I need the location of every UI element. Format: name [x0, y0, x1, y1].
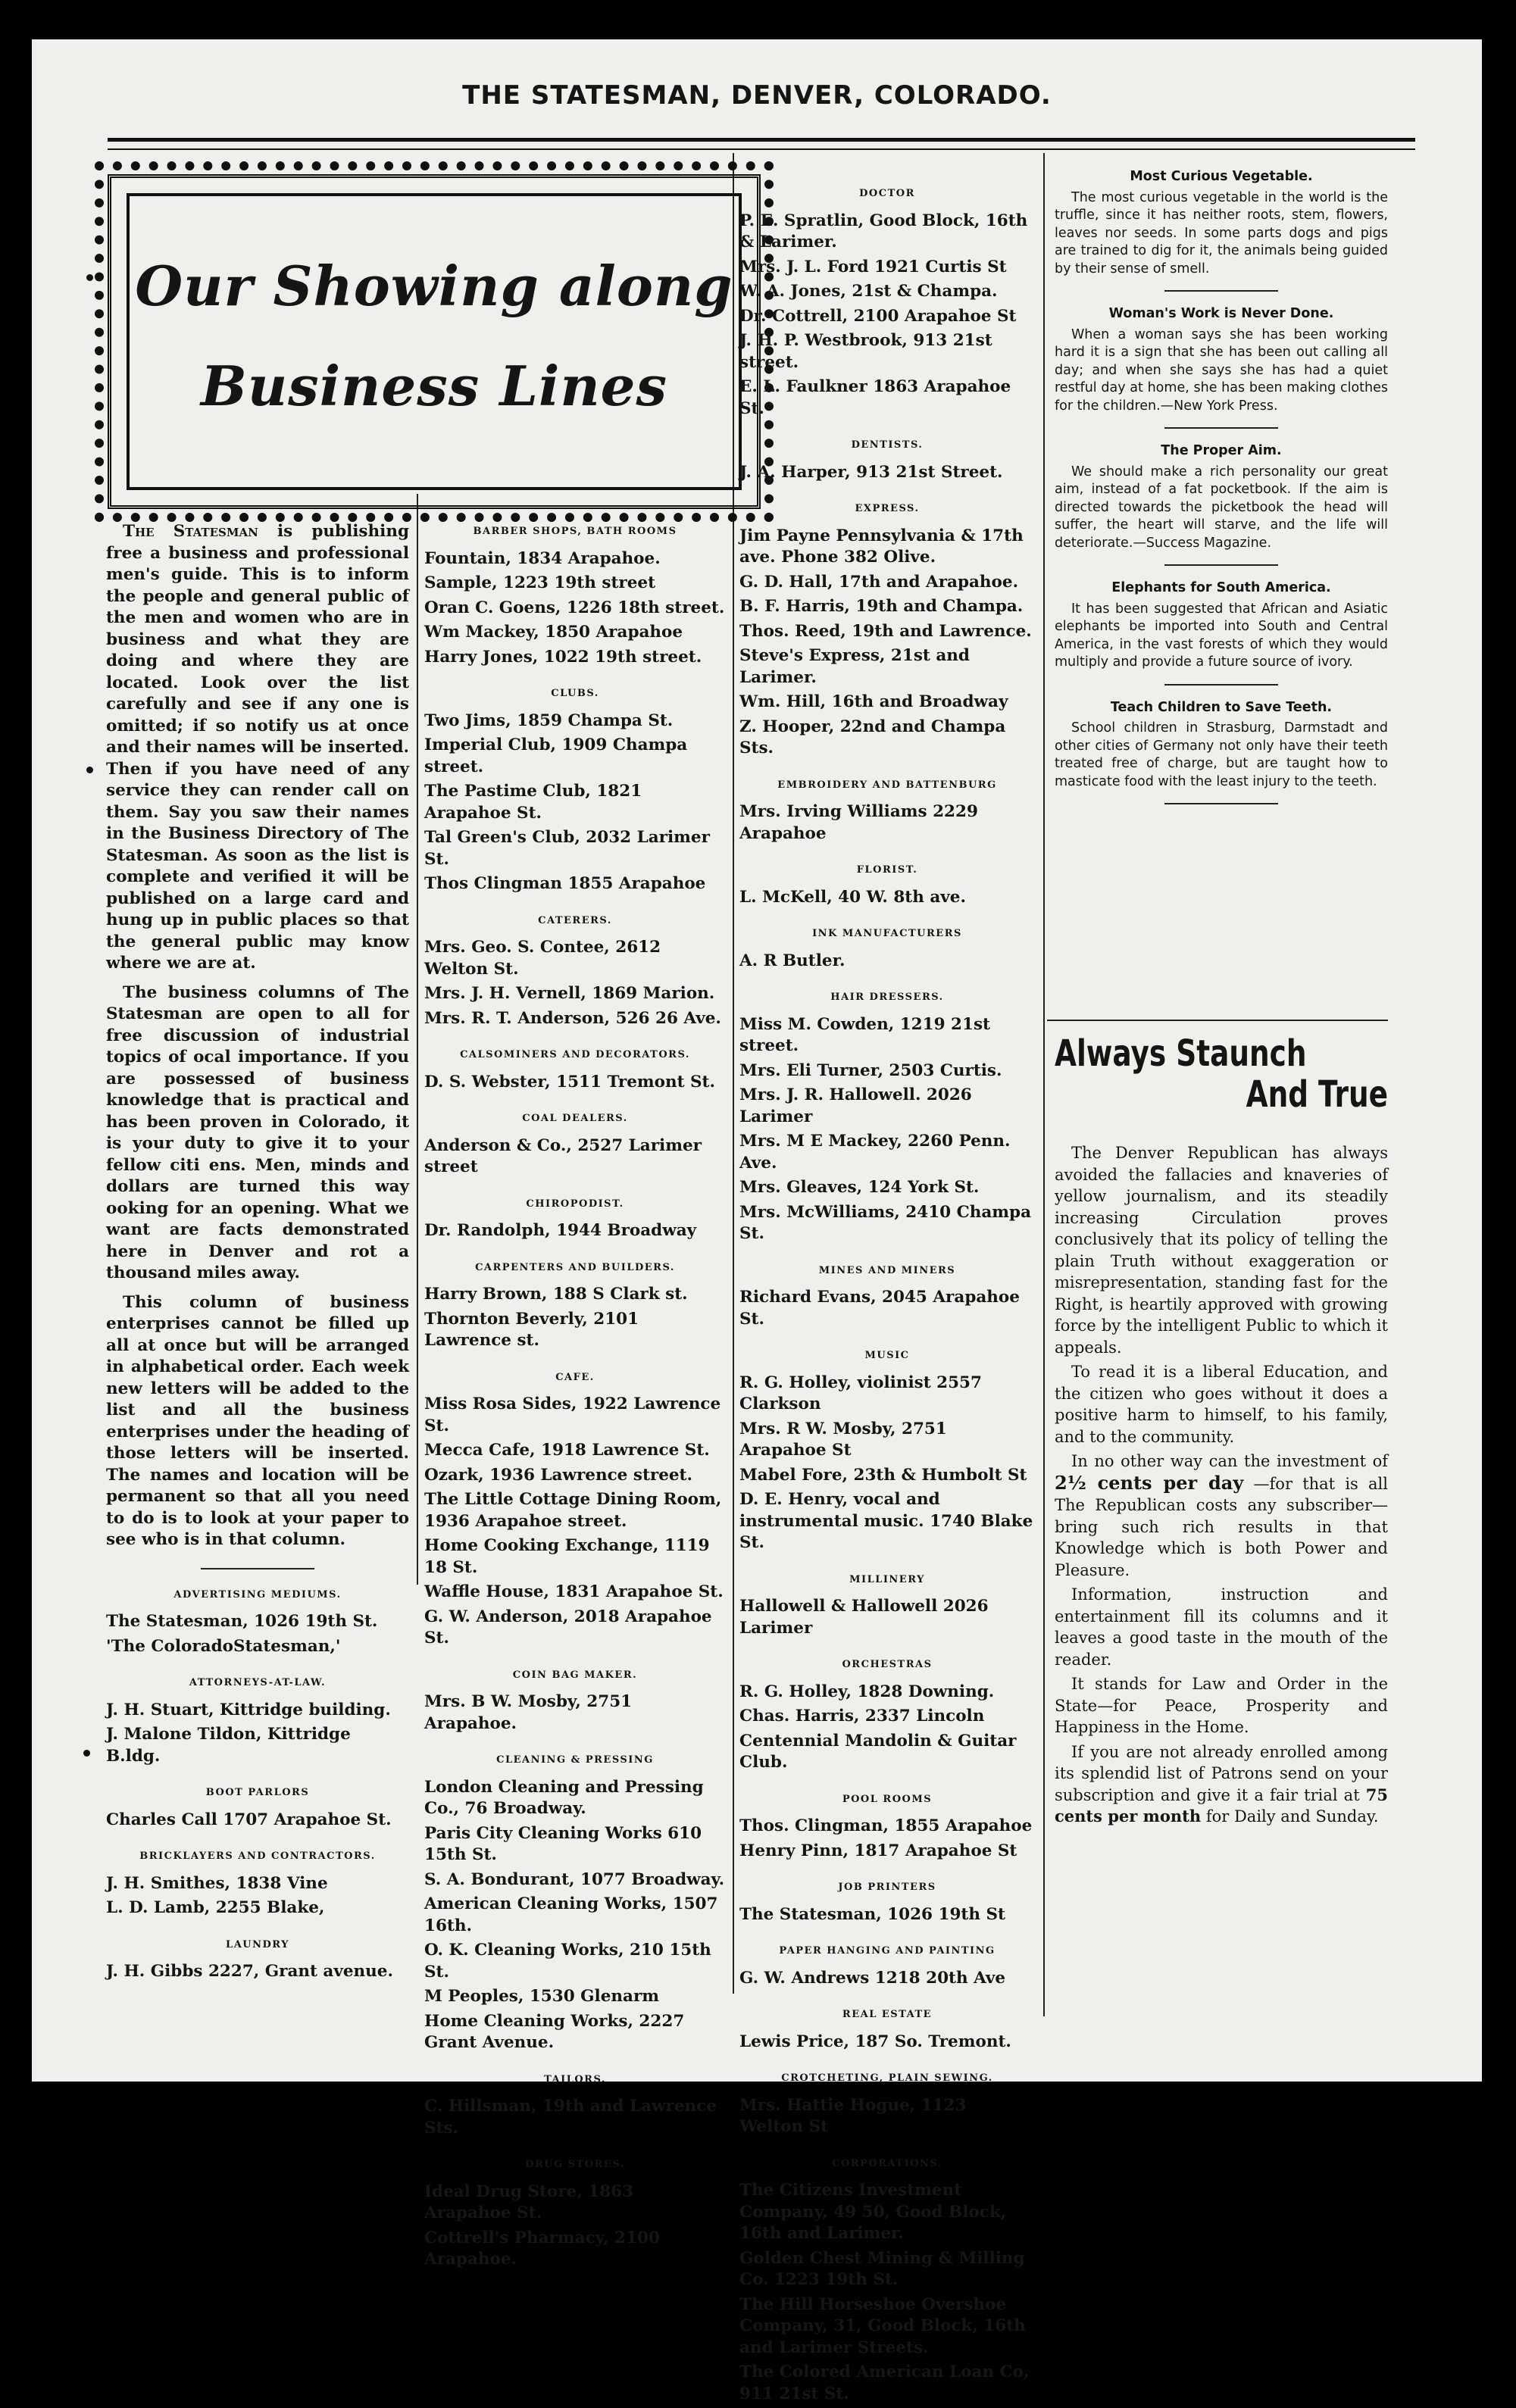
note-body: We should make a rich personality our great aim, instead of a fat pocketbook. If the aim is directed towards the picketbook the head will suffer, the heart will starve, and the life will deteriorate.—Success Magazine. — [1055, 464, 1388, 551]
masthead-rule-thin — [108, 148, 1415, 150]
ad-headline-1: Always Staunch — [1055, 1032, 1307, 1075]
banner-line-1: Our Showing along — [135, 254, 733, 318]
note-separator — [1164, 427, 1278, 429]
directory-entry: Charles Call 1707 Arapahoe St. — [106, 1810, 392, 1829]
directory-entry: Oran C. Goens, 1226 18th street. — [424, 598, 725, 617]
directory-heading: ADVERTISING MEDIUMS. — [173, 1588, 342, 1601]
directory-heading: MILLINERY — [849, 1573, 925, 1585]
directory-entry: Tal Green's Club, 2032 Larimer St. — [424, 828, 710, 869]
intro-paragraph-3: This column of business enterprises cannot be filled up all at once but will be arranged in alphabetical order. Each week new letters will be added to the list and all the business enterprises under the heading of those letters will be inserted. The names and location will be permanent so that all you need to do is to look at your paper to see who is in that column. — [106, 1292, 409, 1549]
note-body: It has been suggested that African and Asiatic elephants be imported into South and Central America, in the vast forests of which they would multiply and provide a future source of ivory. — [1055, 601, 1388, 670]
note-title: Elephants for South America. — [1111, 580, 1331, 595]
directory-entry: E. L. Faulkner 1863 Arapahoe St. — [739, 377, 1011, 418]
directory-entry: Chas. Harris, 2337 Lincoln — [739, 1707, 985, 1726]
directory-heading: JOB PRINTERS — [838, 1882, 936, 1893]
note-body: The most curious vegetable in the world is the truffle, since it has neither roots, stem, flowers, leaves nor seeds. In some parts dogs and pigs are trained to dig for it, the animals being guided by their sense of smell. — [1055, 189, 1388, 276]
directory-entry: Thos. Reed, 19th and Lawrence. — [739, 621, 1032, 641]
directory-entry: The Hill Horseshoe Overshoe Company, 31, Good Block, 16th and Larimer Streets. — [739, 2294, 1026, 2357]
intro-paragraph-2: The business columns of The Statesman are open to all for free discussion of industrial topics of ocal importance. If you are possessed of business knowledge that is practical and has been proven in Colorado, it is your duty to give it to your fellow citi ens. Men, minds and dollars are turned this way ooking for an opening. What we want are facts demonstrated here in Denver and rot a thousand miles away. — [106, 982, 409, 1282]
directory-heading: CAFE. — [555, 1371, 595, 1383]
ad-text: If you are not already enrolled among its splendid list of Patrons send on your subscription and give it a fair trial at — [1055, 1742, 1388, 1804]
directory-entry: Imperial Club, 1909 Champa street. — [424, 736, 688, 776]
directory-heading: BARBER SHOPS, BATH ROOMS — [473, 526, 677, 537]
directory-heading: MUSIC — [864, 1350, 910, 1361]
directory-entry: G. W. Andrews 1218 20th Ave — [739, 1968, 1006, 1988]
directory-heading: CROTCHETING, PLAIN SEWING. — [781, 2072, 993, 2084]
margin-dot — [86, 767, 93, 773]
directory-entry: Waffle House, 1831 Arapahoe St. — [424, 1582, 724, 1601]
directory-entry: Lewis Price, 187 So. Tremont. — [739, 2032, 1011, 2051]
directory-heading: CATERERS. — [538, 914, 612, 926]
directory-entry: J. H. Smithes, 1838 Vine — [106, 1873, 328, 1893]
directory-heading: COAL DEALERS. — [522, 1113, 628, 1124]
directory-heading: MINES AND MINERS — [818, 1264, 956, 1276]
directory-entry: Mrs. Hattie Hogue, 1123 Welton St — [739, 2095, 967, 2136]
directory-entry: Mrs. Irving Williams 2229 Arapahoe — [739, 802, 978, 843]
directory-entry: C. Hillsman, 19th and Lawrence Sts. — [424, 2097, 717, 2138]
directory-heading: ATTORNEYS-AT-LAW. — [189, 1677, 327, 1688]
directory-heading: TAILORS. — [544, 2073, 606, 2085]
directory-heading: FLORIST. — [856, 864, 918, 876]
directory-entry: Richard Evans, 2045 Arapahoe St. — [739, 1288, 1020, 1329]
ad-top-rule — [1047, 1020, 1388, 1021]
directory-entry: Mrs. J. L. Ford 1921 Curtis St — [739, 257, 1007, 276]
intro-paragraph-1 — [106, 521, 409, 975]
directory-entry: Mecca Cafe, 1918 Lawrence St. — [424, 1441, 710, 1460]
directory-entry: Wm Mackey, 1850 Arapahoe — [424, 623, 683, 642]
banner-line-2: Business Lines — [200, 354, 668, 418]
masthead-rule-thick — [108, 138, 1415, 142]
ad-paragraph-6 — [1055, 1741, 1388, 1828]
intro-column — [106, 521, 409, 1986]
directory-entry: Wm. Hill, 16th and Broadway — [739, 692, 1008, 711]
directory-entry: 'The ColoradoStatesman,' — [106, 1636, 341, 1656]
note-separator — [1164, 803, 1278, 804]
directory-entry: The Citizens Investment Company, 49 50, Good Block, 16th and Larimer. — [739, 2181, 1007, 2243]
directory-entry: Ideal Drug Store, 1863 Arapahoe St. — [424, 2182, 634, 2222]
headline-banner — [108, 174, 761, 509]
directory-heading: INK MANUFACTURERS — [812, 928, 962, 939]
directory-entry: M Peoples, 1530 Glenarm — [424, 1987, 660, 2006]
directory-entry: L. D. Lamb, 2255 Blake, — [106, 1898, 325, 1917]
directory-heading: DRUG STORES. — [525, 2159, 625, 2170]
directory-entry: O. K. Cleaning Works, 210 15th St. — [424, 1941, 711, 1982]
ad-headline-2: And True — [1246, 1073, 1388, 1116]
note-separator — [1164, 290, 1278, 292]
ad-text: for Daily and Sunday. — [1205, 1807, 1379, 1826]
column-rule-3 — [1043, 153, 1045, 2016]
price-per-day: 2½ cents per day — [1055, 1471, 1244, 1494]
directory-entry: Ozark, 1936 Lawrence street. — [424, 1465, 692, 1485]
ad-paragraph-4: Information, instruction and entertainment fill its columns and it leaves a good taste in the mouth of the reader. — [1055, 1585, 1388, 1669]
note-title: The Proper Aim. — [1161, 443, 1282, 458]
directory-entry: B. F. Harris, 19th and Champa. — [739, 597, 1024, 616]
directory-entry: Mrs. R W. Mosby, 2751 Arapahoe St — [739, 1419, 947, 1460]
directory-entry: Mrs. McWilliams, 2410 Champa St. — [739, 1202, 1031, 1243]
masthead: THE STATESMAN, DENVER, COLORADO. — [462, 80, 1052, 111]
directory-heading: PAPER HANGING AND PAINTING — [779, 1945, 996, 1957]
directory-entry: S. A. Bondurant, 1077 Broadway. — [424, 1869, 725, 1889]
directory-heading: EMBROIDERY AND BATTENBURG — [777, 779, 997, 791]
directory-heading: REAL ESTATE — [842, 2009, 933, 2020]
directory-entry: J. H. Gibbs 2227, Grant avenue. — [106, 1962, 393, 1981]
directory-entry: J. Malone Tildon, Kittridge B.ldg. — [106, 1725, 351, 1766]
directory-entry: Steve's Express, 21st and Larimer. — [739, 646, 970, 687]
directory-entry: The Colored American Loan Co, 911 21st St. — [739, 2363, 1030, 2403]
directory-heading: EXPRESS. — [855, 503, 920, 514]
directory-entry: The Statesman, 1026 19th St. — [106, 1612, 378, 1631]
directory-entry: Mrs. J. H. Vernell, 1869 Marion. — [424, 984, 715, 1003]
directory-heading: CARPENTERS AND BUILDERS. — [475, 1261, 675, 1273]
intro-text-1: is publishing free a business and professional men's guide. This is to inform the people and general public of the men and women who are in business and what they are doing and where they are located. Look over the list carefully and see if any one is omitted; if so notify us at once and their names will be inserted. Then if you have need of any service they can render call on them. Say you saw their names in the Business Directory of The Statesman. As soon as the list is complete and verified it will be published on a large card and hung up in public places so that the general public may know where we are at. — [106, 522, 409, 973]
directory-entry: Dr. Randolph, 1944 Broadway — [424, 1221, 697, 1240]
republican-advertisement — [1055, 1033, 1388, 1831]
directory-entry: Fountain, 1834 Arapahoe. — [424, 548, 661, 568]
banner-inner-frame — [127, 193, 742, 490]
directory-entry: Mrs. M E Mackey, 2260 Penn. Ave. — [739, 1132, 1011, 1173]
directory-heading: HAIR DRESSERS. — [830, 992, 944, 1003]
directory-list-3 — [739, 183, 1035, 2408]
note-body: School children in Strasburg, Darmstadt and other cities of Germany not only have their teeth treated free of charge, but are taught how to masticate food with the least injury to the teeth. — [1055, 720, 1388, 789]
directory-entry: Thos Clingman 1855 Arapahoe — [424, 874, 706, 893]
directory-entry: A. R Butler. — [739, 951, 846, 970]
ad-paragraph-3 — [1055, 1451, 1388, 1581]
directory-heading: BOOT PARLORS — [205, 1787, 310, 1798]
note-title: Most Curious Vegetable. — [1130, 169, 1313, 184]
note-separator — [1164, 684, 1278, 686]
directory-entry: Harry Jones, 1022 19th street. — [424, 647, 702, 667]
directory-entry: The Little Cottage Dining Room, 1936 Arapahoe street. — [424, 1490, 722, 1531]
margin-dot — [83, 1750, 90, 1757]
directory-entry: The Pastime Club, 1821 Arapahoe St. — [424, 782, 642, 823]
directory-entry: Mrs. R. T. Anderson, 526 26 Ave. — [424, 1008, 721, 1028]
directory-heading: DENTISTS. — [851, 439, 924, 451]
directory-entry: Home Cleaning Works, 2227 Grant Avenue. — [424, 2011, 685, 2052]
directory-entry: Hallowell & Hallowell 2026 Larimer — [739, 1597, 989, 1638]
directory-entry: L. McKell, 40 W. 8th ave. — [739, 887, 966, 907]
directory-entry: Thos. Clingman, 1855 Arapahoe — [739, 1816, 1033, 1835]
directory-entry: Harry Brown, 188 S Clark st. — [424, 1285, 688, 1304]
directory-entry: G. W. Anderson, 2018 Arapahoe St. — [424, 1607, 712, 1647]
directory-entry: D. E. Henry, vocal and instrumental music. 1740 Blake St. — [739, 1490, 1033, 1552]
ad-paragraph-2: To read it is a liberal Education, and the citizen who goes without it does a positive harm to himself, to his family, and to the community. — [1055, 1363, 1388, 1446]
ad-paragraph-1: The Denver Republican has always avoided the fallacies and knaveries of yellow journalism, and its steadily increasing Circulation proves conclusively that its policy of telling the plain Truth without exaggeration or misrepresentation, standing fast for the Right, is heartily approved with growing force by the intelligent Public to which it appeals. — [1055, 1144, 1388, 1357]
ad-body — [1055, 1142, 1388, 1828]
directory-entry: Jim Payne Pennsylvania & 17th ave. Phone 382 Olive. — [739, 526, 1024, 567]
column-rule-1 — [417, 494, 418, 1585]
directory-entry: Sample, 1223 19th street — [424, 573, 655, 592]
directory-entry: Anderson & Co., 2527 Larimer street — [424, 1135, 702, 1176]
newspaper-page — [32, 39, 1482, 2403]
directory-heading: CALSOMINERS AND DECORATORS. — [460, 1049, 690, 1060]
directory-entry: J. H. Stuart, Kittridge building. — [106, 1700, 391, 1719]
directory-heading: ORCHESTRAS — [842, 1659, 933, 1670]
section-separator — [201, 1568, 314, 1569]
directory-heading: LAUNDRY — [226, 1938, 289, 1950]
directory-entry: American Cleaning Works, 1507 16th. — [424, 1894, 718, 1935]
directory-heading: POOL ROOMS — [842, 1793, 933, 1805]
directory-entry: P. E. Spratlin, Good Block, 16th & Larimer. — [739, 211, 1028, 251]
note-title: Teach Children to Save Teeth. — [1110, 699, 1333, 715]
directory-entry: Mrs. Gleaves, 124 York St. — [739, 1178, 980, 1197]
directory-heading: CHIROPODIST. — [526, 1198, 624, 1210]
statesman-lead: The Statesman — [123, 522, 258, 541]
directory-heading: DOCTOR — [859, 188, 915, 199]
directory-entry: Mrs. Eli Turner, 2503 Curtis. — [739, 1060, 1002, 1080]
note-title: Woman's Work is Never Done. — [1108, 306, 1334, 321]
directory-entry: Cottrell's Pharmacy, 2100 Arapahoe. — [424, 2228, 660, 2269]
note-separator — [1164, 564, 1278, 566]
directory-entry: Mrs. Geo. S. Contee, 2612 Welton St. — [424, 938, 661, 979]
note-body: When a woman says she has been working hard it is a sign that she has been out calling all day; and when she says she has had a quiet restful day at home, she has been making clothes for the children.—New York Press. — [1055, 326, 1388, 414]
directory-entry: Golden Chest Mining & Milling Co. 1223 19th St. — [739, 2248, 1025, 2289]
directory-entry: Mrs. J. R. Hallowell. 2026 Larimer — [739, 1085, 972, 1126]
directory-heading: CORPORATIONS. — [832, 2157, 942, 2169]
directory-entry: Mrs. B W. Mosby, 2751 Arapahoe. — [424, 1692, 633, 1733]
ad-text: —for that is all The Republican costs any subscriber—bring such rich results in that Knowledge which is both Power and Pleasure. — [1055, 1474, 1388, 1579]
directory-entry: Home Cooking Exchange, 1119 18 St. — [424, 1536, 710, 1577]
directory-heading: BRICKLAYERS AND CONTRACTORS. — [139, 1851, 376, 1862]
directory-entry: Henry Pinn, 1817 Arapahoe St — [739, 1841, 1017, 1860]
directory-entry: Paris City Cleaning Works 610 15th St. — [424, 1823, 702, 1864]
directory-list-1 — [106, 1585, 409, 1983]
news-notes-column — [1055, 168, 1388, 804]
directory-list-2 — [424, 521, 726, 2274]
directory-entry: R. G. Holley, violinist 2557 Clarkson — [739, 1373, 982, 1413]
directory-entry: R. G. Holley, 1828 Downing. — [739, 1682, 995, 1701]
directory-entry: W. A. Jones, 21st & Champa. — [739, 282, 998, 301]
directory-entry: J. H. P. Westbrook, 913 21st street. — [739, 331, 992, 372]
ad-paragraph-5: It stands for Law and Order in the State—for Peace, Prosperity and Happiness in the Home. — [1055, 1675, 1388, 1736]
directory-entry: Miss Rosa Sides, 1922 Lawrence St. — [424, 1395, 721, 1435]
directory-entry: Thornton Beverly, 2101 Lawrence st. — [424, 1309, 639, 1350]
directory-entry: J. A. Harper, 913 21st Street. — [739, 462, 1003, 482]
directory-entry: Mabel Fore, 23th & Humbolt St — [739, 1465, 1027, 1485]
directory-entry: G. D. Hall, 17th and Arapahoe. — [739, 572, 1019, 592]
directory-entry: Dr. Cottrell, 2100 Arapahoe St — [739, 306, 1017, 326]
price-per-month: 75 cents per month — [1055, 1785, 1388, 1826]
directory-entry: The Statesman, 1026 19th St — [739, 1904, 1005, 1924]
directory-entry: D. S. Webster, 1511 Tremont St. — [424, 1072, 715, 1092]
directory-entry: London Cleaning and Pressing Co., 76 Broadway. — [424, 1777, 704, 1818]
margin-dot — [86, 274, 93, 281]
directory-heading: CLUBS. — [551, 688, 599, 699]
directory-entry: Two Jims, 1859 Champa St. — [424, 711, 674, 730]
directory-entry: Miss M. Cowden, 1219 21st street. — [739, 1014, 990, 1055]
directory-heading: CLEANING & PRESSING — [496, 1754, 654, 1766]
directory-entry: Centennial Mandolin & Guitar Club. — [739, 1731, 1017, 1772]
directory-heading: COIN BAG MAKER. — [512, 1669, 638, 1681]
ad-text: In no other way can the investment of — [1071, 1452, 1388, 1470]
directory-entry: Z. Hooper, 22nd and Champa Sts. — [739, 717, 1006, 757]
